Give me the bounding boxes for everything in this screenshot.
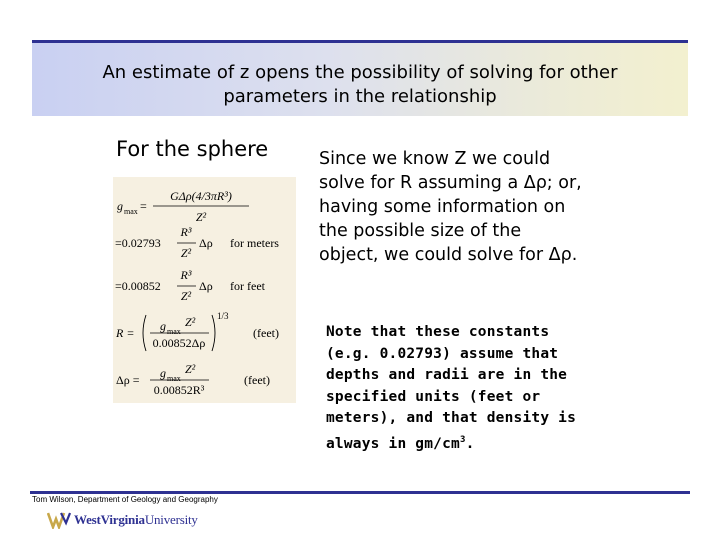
explanation-line-5: object, we could solve for Δρ. <box>319 245 578 265</box>
eq4-note: (feet) <box>253 326 279 340</box>
units-note <box>326 322 626 455</box>
eq5-num-sup: Z² <box>185 362 196 376</box>
eq3-delta-rho: Δρ <box>199 279 213 293</box>
eq4-lhs: R = <box>116 326 135 340</box>
eq4-denominator: 0.00852Δρ <box>152 336 206 350</box>
eq1-equals: = <box>140 199 147 213</box>
formula-image <box>113 177 296 403</box>
eq5-note: (feet) <box>244 373 270 387</box>
note-line-6-text: always in gm/cm <box>326 435 460 452</box>
eq5-num-sub: max <box>167 374 181 383</box>
logo-university: University <box>144 512 198 527</box>
note-line-4: specified units (feet or <box>326 388 541 405</box>
formula-equations <box>113 177 296 403</box>
university-logo <box>47 509 198 531</box>
equation-gmax-definition <box>117 189 249 224</box>
eq4-num-sup: Z² <box>185 315 196 329</box>
equation-radius <box>115 311 279 351</box>
note-superscript: 3 <box>459 434 466 445</box>
eq4-right-paren <box>212 315 215 351</box>
note-line-1: Note that these constants <box>326 324 550 340</box>
slide-title-line-2: parameters in the relationship <box>223 86 497 107</box>
eq2-denominator: Z² <box>180 246 192 260</box>
eq3-numerator: R³ <box>180 268 192 282</box>
equation-feet <box>115 268 266 303</box>
explanation-line-3: having some information on <box>319 197 566 217</box>
eq4-exponent: 1/3 <box>217 311 229 321</box>
explanation-line-4: the possible size of the <box>319 221 522 241</box>
eq2-coefficient: =0.02793 <box>115 236 161 250</box>
title-band <box>32 40 688 116</box>
note-end-period: . <box>465 435 475 452</box>
eq4-num-g: g <box>160 319 166 333</box>
footer-credit: Tom Wilson, Department of Geology and Geography <box>32 495 218 504</box>
explanation-text <box>319 147 649 267</box>
eq1-lhs: g <box>117 199 123 213</box>
logo-virginia: Virginia <box>100 512 145 527</box>
eq2-note: for meters <box>230 236 279 250</box>
eq1-numerator: GΔρ(4/3πR³) <box>170 189 232 203</box>
eq3-note: for feet <box>230 279 265 293</box>
eq3-coefficient: =0.00852 <box>115 279 161 293</box>
eq1-sub: max <box>124 207 138 216</box>
eq2-delta-rho: Δρ <box>199 236 213 250</box>
logo-wordmark <box>74 512 198 528</box>
eq1-denominator: Z² <box>195 210 207 224</box>
wv-logo-icon <box>47 511 71 529</box>
eq4-num-sub: max <box>167 327 181 336</box>
footer-rule <box>30 491 690 494</box>
subtitle-for-sphere: For the sphere <box>116 137 269 161</box>
note-line-2: (e.g. 0.02793) assume that <box>326 345 559 362</box>
note-line-3: depths and radii are in the <box>326 367 568 384</box>
eq5-num-g: g <box>160 366 166 380</box>
explanation-line-2: solve for R assuming a Δρ; or, <box>319 173 582 193</box>
explanation-line-1: Since we know Z we could <box>319 149 551 169</box>
note-line-6 <box>326 430 626 455</box>
logo-west: West <box>74 512 101 527</box>
slide-title-line-1: An estimate of z opens the possibility of solving for other <box>102 62 618 83</box>
eq3-denominator: Z² <box>180 289 192 303</box>
equation-meters <box>115 225 279 260</box>
eq2-numerator: R³ <box>180 225 192 239</box>
equation-density <box>116 362 270 397</box>
eq4-left-paren <box>143 315 146 351</box>
eq5-lhs: Δρ = <box>116 373 140 387</box>
eq5-denominator: 0.00852R³ <box>153 383 205 397</box>
note-line-5: meters), and that density is <box>326 410 577 427</box>
